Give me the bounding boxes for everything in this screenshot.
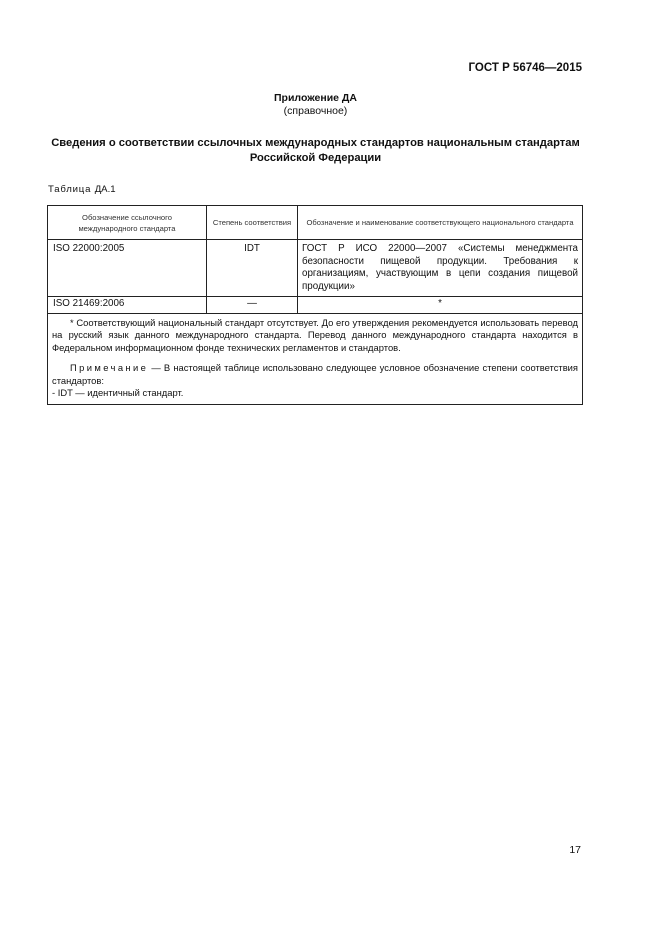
table-header-row (48, 206, 583, 240)
appendix-subtitle: (справочное) (283, 105, 348, 117)
table-row (48, 240, 583, 297)
cell-intl-standard: ISO 21469:2006 (48, 297, 207, 314)
cell-degree: — (207, 297, 298, 314)
page-number: 17 (569, 844, 581, 856)
note-text: — В настоящей таблице использовано следующее условное обозначение степени соответствия стандартов: (52, 362, 578, 386)
document-code: ГОСТ Р 56746—2015 (468, 62, 582, 74)
cell-national-standard: ГОСТ Р ИСО 22000—2007 «Системы менеджмента безопасности пищевой продукции. Требования к организациям, участвующим в цепи создания пищевой продукции» (298, 240, 583, 297)
table-caption-word: Таблица (48, 184, 92, 195)
table-caption (48, 184, 116, 195)
note-label: Примечание (70, 362, 149, 373)
note-item: - IDT — идентичный стандарт. (52, 387, 184, 398)
section-heading-line2: Российской Федерации (249, 152, 382, 164)
section-heading-line1: Сведения о соответствии ссылочных международных стандартов национальным стандартам (51, 137, 580, 149)
standards-table (47, 205, 583, 405)
column-header-national: Обозначение и наименование соответствующего национального стандарта (298, 206, 583, 240)
table-caption-number: ДА.1 (94, 184, 116, 195)
table-notes-row (48, 313, 583, 404)
table-notes-cell (48, 313, 583, 404)
appendix-title: Приложение ДА (274, 92, 357, 104)
table-row (48, 297, 583, 314)
section-heading (48, 136, 583, 166)
cell-degree: IDT (207, 240, 298, 297)
column-header-intl: Обозначение ссылочного международного стандарта (48, 206, 207, 240)
note-paragraph (52, 362, 578, 387)
footnote-text: * Соответствующий национальный стандарт отсутствует. До его утверждения рекомендуется использовать перевод на русский язык данного международного стандарта. Перевод данного международного стандарта находится в Федеральном информационном фонде технических регламентов и стандартов. (52, 316, 578, 353)
cell-national-standard: * (298, 297, 583, 314)
column-header-degree: Степень соответствия (207, 206, 298, 240)
cell-intl-standard: ISO 22000:2005 (48, 240, 207, 297)
